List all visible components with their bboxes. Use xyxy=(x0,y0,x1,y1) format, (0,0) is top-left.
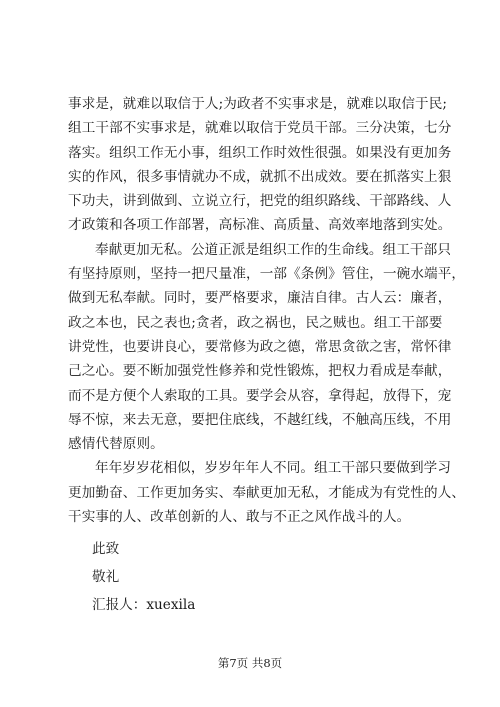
closing-regards: 敬礼 xyxy=(92,569,120,586)
closing-block xyxy=(68,535,438,619)
paragraph xyxy=(68,92,452,238)
text-line: 更加勤奋、工作更加务实、奉献更加无私，才能成为有党性的人、 xyxy=(68,484,466,501)
page-footer: 第7页 共8页 xyxy=(217,656,283,670)
text-line: 感情代替原则。 xyxy=(68,436,164,453)
text-line: 政之本也，民之表也;贪者，政之祸也，民之贼也。组工干部要 xyxy=(68,314,443,331)
text-line: 有坚持原则，坚持一把尺量准，一部《条例》管住，一碗水端平， xyxy=(68,266,466,283)
text-line: 干实事的人、改革创新的人、敢与不正之风作战斗的人。 xyxy=(68,509,411,526)
text-line: 己之心。要不断加强党性修养和党性锻炼，把权力看成是奉献， xyxy=(68,363,452,380)
text-line: 下功夫，讲到做到、立说立行，把党的组织路线、干部路线、人 xyxy=(68,193,452,210)
text-line: 才政策和各项工作部署，高标准、高质量、高效率地落到实处。 xyxy=(68,217,452,234)
paragraph xyxy=(68,238,466,457)
text-line: 落实。组织工作无小事，组织工作时效性很强。如果没有更加务 xyxy=(68,144,452,161)
text-line: 辱不惊，来去无意，要把住底线，不越红线，不触高压线，不用 xyxy=(68,411,452,428)
paragraph xyxy=(68,456,466,529)
text-line: 奉献更加无私。公道正派是组织工作的生命线。组工干部只 xyxy=(95,241,452,258)
document-body xyxy=(68,92,466,619)
reporter-signature: 汇报人：xuexila xyxy=(92,597,196,614)
text-line: 事求是，就难以取信于人;为政者不实事求是，就难以取信于民; xyxy=(68,96,448,112)
text-line: 而不是方便个人索取的工具。要学会从容，拿得起，放得下，宠 xyxy=(68,387,452,404)
text-line: 实的作风，很多事情就办不成，就抓不出成效。要在抓落实上狠 xyxy=(68,168,452,185)
text-line: 做到无私奉献。同时，要严格要求，廉洁自律。古人云：廉者， xyxy=(68,290,452,307)
closing-salutation: 此致 xyxy=(92,541,120,558)
text-line: 讲党性，也要讲良心，要常修为政之德，常思贪欲之害，常怀律 xyxy=(68,338,452,355)
text-line: 年年岁岁花相似，岁岁年年人不同。组工干部只要做到学习 xyxy=(95,460,452,477)
text-line: 组工干部不实事求是，就难以取信于党员干部。三分决策，七分 xyxy=(68,120,452,137)
